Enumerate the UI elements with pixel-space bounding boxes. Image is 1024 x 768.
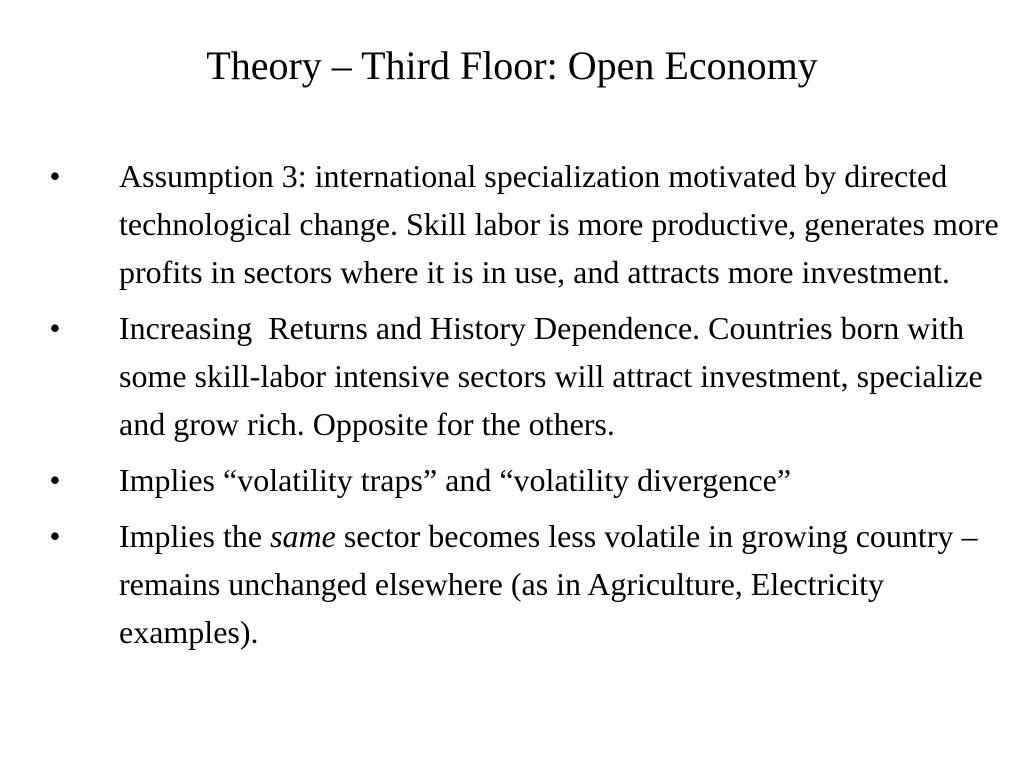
bullet-item-volatility-traps [0,456,1024,504]
bullet-icon: • [49,310,61,346]
bullet-list [0,152,1024,664]
bullet-text [119,512,1012,656]
emphasis-text: same [270,518,336,554]
bullet-item-increasing-returns [0,304,1024,448]
bullet-icon: • [49,462,61,498]
bullet-item-assumption-3 [0,152,1024,296]
bullet-text-before: Implies the [119,518,271,554]
slide-title: Theory – Third Floor: Open Economy [206,43,818,88]
bullet-text: Implies “volatility traps” and “volatility divergence” [119,462,792,498]
bullet-icon: • [49,518,61,554]
bullet-text: Increasing Returns and History Dependence. Countries born with some skill-labor intensive sectors will attract investment, specialize and grow rich. Opposite for the others. [119,310,991,442]
bullet-icon: • [49,158,61,194]
bullet-text-after: sector becomes less volatile in growing country – remains unchanged elsewhere (as in Agriculture, Electricity examples). [119,518,986,650]
bullet-text: Assumption 3: international specialization motivated by directed technological change. Skill labor is more productive, generates more profits in sectors where it is in use, and attracts more investment. [119,158,999,290]
bullet-item-same-sector [0,512,1024,656]
